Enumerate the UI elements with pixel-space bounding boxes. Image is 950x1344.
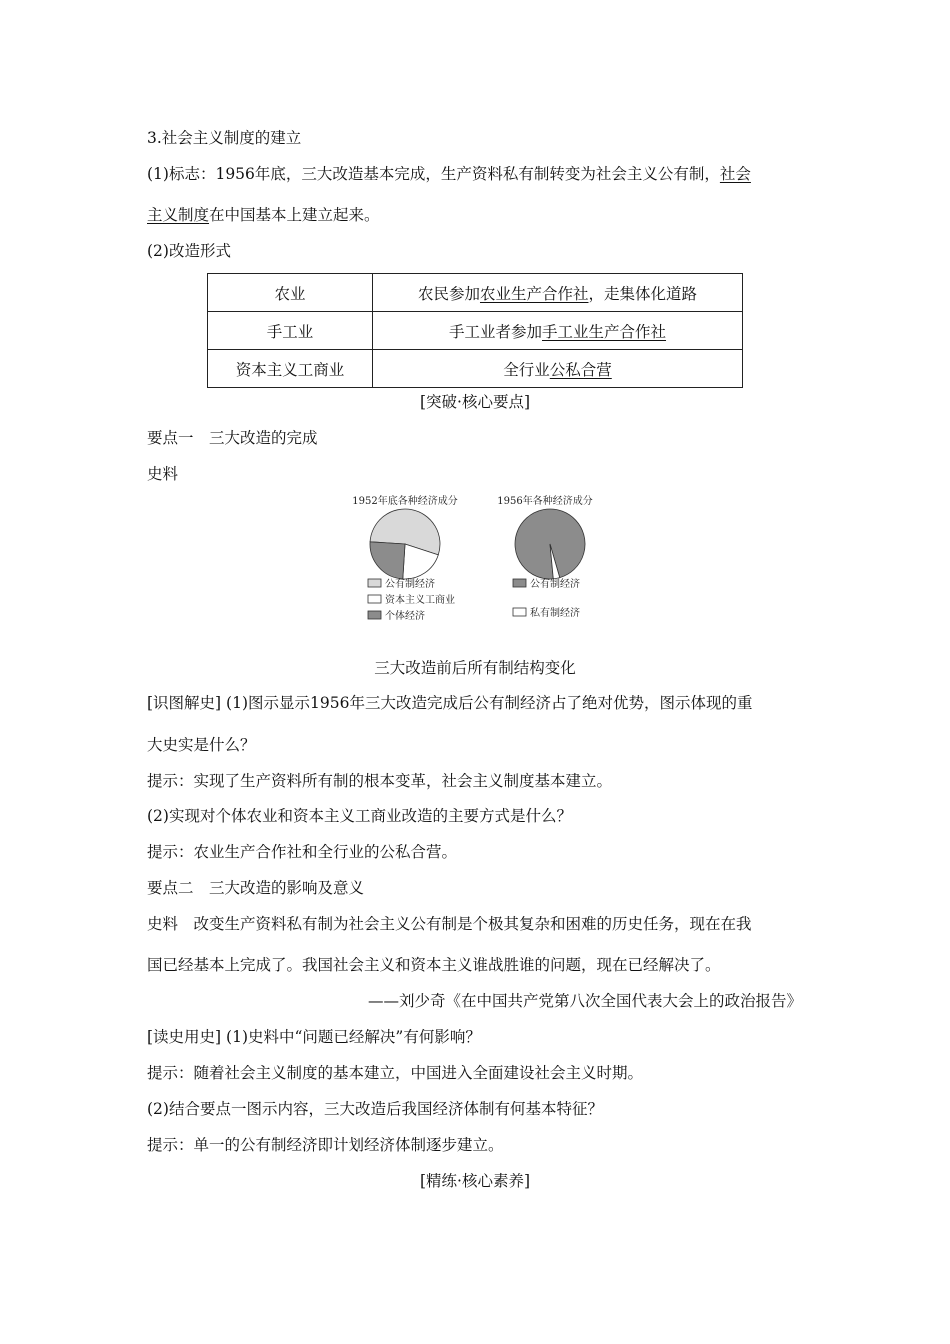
answer-one: 提示：实现了生产资料所有制的根本变革，社会主义制度基本建立。 bbox=[147, 772, 613, 790]
legend-swatch bbox=[368, 595, 381, 603]
reform-form-heading: (2)改造形式 bbox=[147, 242, 231, 260]
source-quote: 史料 改变生产资料私有制为社会主义公有制是个极其复杂和困难的历史任务，现在在我 bbox=[147, 915, 752, 933]
table-cell-form: 全行业公私合营 bbox=[373, 350, 743, 388]
question-text: (1)史料中“问题已经解决”有何影响？ bbox=[226, 1028, 481, 1046]
paragraph-sign bbox=[147, 164, 751, 184]
breakthrough-heading: [突破·核心要点] bbox=[419, 393, 531, 411]
section-title: 3.社会主义制度的建立 bbox=[147, 129, 302, 147]
table-cell-form: 手工业者参加手工业生产合作社 bbox=[373, 312, 743, 350]
point-one-title: 要点一 三大改造的完成 bbox=[147, 429, 318, 447]
table-cell-sector: 手工业 bbox=[208, 312, 373, 350]
point-two-title: 要点二 三大改造的影响及意义 bbox=[147, 879, 365, 897]
question-four: (2)结合要点一图示内容，三大改造后我国经济体制有何基本特征？ bbox=[147, 1100, 603, 1118]
question-one bbox=[147, 693, 752, 713]
table-cell-sector: 资本主义工商业 bbox=[208, 350, 373, 388]
source-label: 史料 bbox=[147, 465, 179, 483]
answer-two: 提示：农业生产合作社和全行业的公私合营。 bbox=[147, 843, 458, 861]
question-three bbox=[147, 1027, 481, 1047]
pie-charts-svg bbox=[330, 492, 630, 632]
table-row bbox=[208, 350, 743, 388]
ownership-pie-charts bbox=[330, 492, 630, 632]
pie-slice bbox=[370, 542, 405, 579]
paragraph-sign-suffix: 在中国基本上建立起来。 bbox=[209, 206, 380, 224]
legend-swatch bbox=[513, 579, 526, 587]
legend-label: 私有制经济 bbox=[530, 608, 580, 619]
question-text: (1)图示显示1956年三大改造完成后公有制经济占了绝对优势，图示体现的重 bbox=[226, 694, 753, 712]
underlined-term: 社会 bbox=[719, 165, 751, 183]
table-row bbox=[208, 312, 743, 350]
legend-label: 个体经济 bbox=[385, 611, 425, 622]
question-two: (2)实现对个体农业和资本主义工商业改造的主要方式是什么？ bbox=[147, 807, 572, 825]
practice-heading: [精练·核心素养] bbox=[419, 1172, 531, 1190]
source-quote-cont: 国已经基本上完成了。我国社会主义和资本主义谁战胜谁的问题，现在已经解决了。 bbox=[147, 956, 721, 974]
answer-four: 提示：单一的公有制经济即计划经济体制逐步建立。 bbox=[147, 1136, 504, 1154]
pie-title: 1956年各种经济成分 bbox=[497, 496, 593, 507]
question-one-cont: 大史实是什么？ bbox=[147, 736, 256, 754]
reform-table bbox=[207, 273, 743, 388]
table-row bbox=[208, 274, 743, 312]
paragraph-sign-cont bbox=[147, 205, 380, 225]
legend-label: 公有制经济 bbox=[530, 579, 580, 590]
section-label: [读史用史] bbox=[147, 1028, 222, 1046]
legend-swatch bbox=[368, 611, 381, 619]
source-citation: ——刘少奇《在中国共产党第八次全国代表大会上的政治报告》 bbox=[367, 992, 802, 1010]
answer-three: 提示：随着社会主义制度的基本建立，中国进入全面建设社会主义时期。 bbox=[147, 1064, 644, 1082]
table-cell-form: 农民参加农业生产合作社，走集体化道路 bbox=[373, 274, 743, 312]
section-label: [识图解史] bbox=[147, 694, 222, 712]
chart-caption: 三大改造前后所有制结构变化 bbox=[374, 659, 576, 677]
legend-label: 公有制经济 bbox=[385, 579, 435, 590]
legend-swatch bbox=[368, 579, 381, 587]
legend-label: 资本主义工商业 bbox=[385, 595, 455, 606]
table-cell-sector: 农业 bbox=[208, 274, 373, 312]
pie-title: 1952年底各种经济成分 bbox=[352, 496, 458, 507]
legend-swatch bbox=[513, 608, 526, 616]
underlined-term: 主义制度 bbox=[147, 206, 210, 224]
paragraph-sign-prefix: (1)标志：1956年底，三大改造基本完成，生产资料私有制转变为社会主义公有制， bbox=[147, 165, 720, 183]
